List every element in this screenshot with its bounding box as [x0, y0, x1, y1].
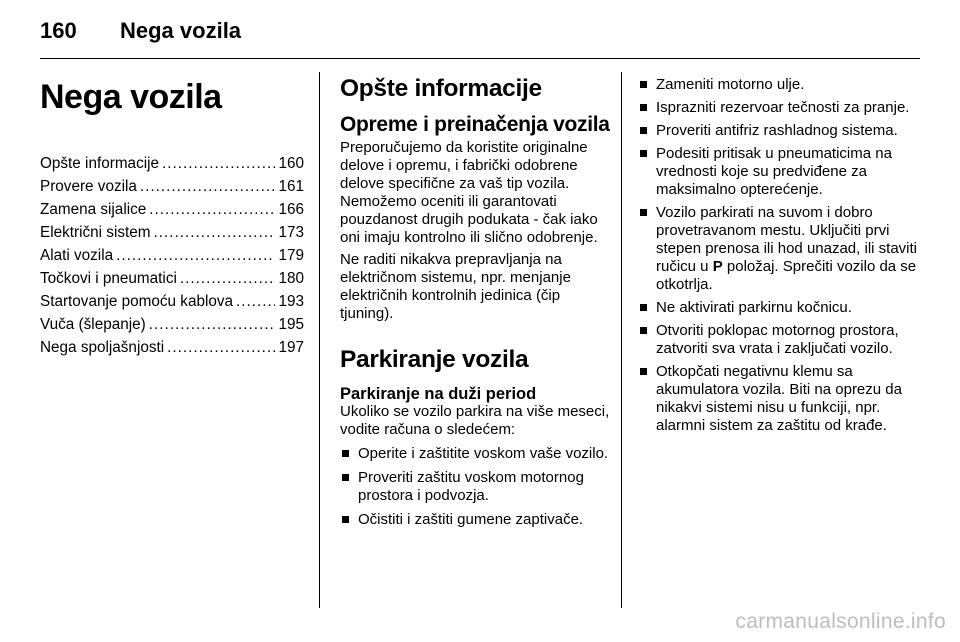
list-item: [340, 511, 610, 529]
page-header: [40, 14, 920, 50]
toc-leader: [162, 152, 275, 175]
toc-page: 193: [278, 293, 304, 310]
list-item-text: Isprazniti rezervoar tečnosti za pranje.: [656, 99, 910, 116]
parking-section: [340, 345, 610, 529]
toc-label: Električni sistem: [40, 224, 151, 241]
bullet-icon: [342, 450, 349, 457]
list-item-text: Ne aktivirati parkirnu kočnicu.: [656, 299, 852, 316]
bullet-icon: [640, 209, 647, 216]
toc-entry[interactable]: [40, 336, 304, 359]
toc-label: Točkovi i pneumatici: [40, 270, 177, 287]
bullet-icon: [640, 150, 647, 157]
list-item-text: Operite i zaštitite voskom vaše vozilo.: [358, 445, 609, 462]
list-item: [638, 76, 928, 94]
table-of-contents: [40, 152, 304, 359]
content-column-right: [638, 76, 928, 440]
bullet-icon: [342, 474, 349, 481]
text-run: Vozilo parkirati na suvom i dobro provetravanom mestu. Uključiti prvi stepen prenosa ili hod unazad, ili staviti ručicu u: [656, 204, 917, 275]
list-item-text: Podesiti pritisak u pneumaticima na vrednosti koje su predviđene za maksimalno opterećenje.: [656, 145, 892, 198]
bullet-icon: [640, 327, 647, 334]
toc-leader: [149, 313, 276, 336]
toc-page: 180: [278, 270, 304, 287]
toc-leader: [140, 175, 276, 198]
paragraph: Preporučujemo da koristite originalne delove i opremu, i fabrički odobrene delove specifične za vaš tip vozila. Nemožemo oceniti ili garantovati pouzdanost drugih podukata - čak iako oni imaju kontrolno ili slično odobrenje.: [340, 139, 598, 246]
list-item: [638, 99, 928, 117]
list-item-text: Otvoriti poklopac motornog prostora, zatvoriti sva vrata i zaključati vozilo.: [656, 322, 899, 357]
header-title: Nega vozila: [120, 18, 242, 43]
toc-entry[interactable]: [40, 244, 304, 267]
list-item-text: Proveriti zaštitu voskom motornog prostora i podvozja.: [358, 469, 584, 504]
toc-page: 160: [278, 155, 304, 172]
header-divider: [40, 58, 920, 59]
bullet-icon: [640, 81, 647, 88]
toc-entry[interactable]: [40, 221, 304, 244]
bullet-icon: [640, 104, 647, 111]
list-item-text: [656, 204, 917, 293]
toc-label: Alati vozila: [40, 247, 114, 264]
toc-page: 166: [278, 201, 304, 218]
chapter-column: [40, 70, 304, 359]
toc-page: 173: [278, 224, 304, 241]
toc-page: 179: [278, 247, 304, 264]
bullet-icon: [640, 304, 647, 311]
toc-page: 195: [278, 316, 304, 333]
toc-entry[interactable]: [40, 198, 304, 221]
toc-leader: [236, 290, 275, 313]
toc-label: Opšte informacije: [40, 155, 160, 172]
bullet-icon: [640, 127, 647, 134]
toc-entry[interactable]: [40, 152, 304, 175]
toc-entry[interactable]: [40, 313, 304, 336]
toc-label: Nega spoljašnjosti: [40, 339, 165, 356]
list-item-text: Proveriti antifriz rashladnog sistema.: [656, 122, 898, 139]
toc-entry[interactable]: [40, 175, 304, 198]
toc-leader: [116, 244, 275, 267]
list-item-text: Očistiti i zaštiti gumene zaptivače.: [358, 511, 584, 528]
toc-page: 197: [278, 339, 304, 356]
list-item: [638, 363, 928, 435]
paragraph: Ne raditi nikakva prepravljanja na električnom sistemu, npr. menjanje električnih kontrolnih jedinica (čip tjuning).: [340, 251, 571, 322]
toc-label: Zamena sijalice: [40, 201, 147, 218]
gear-position-key: P: [712, 258, 723, 275]
column-divider: [319, 72, 320, 608]
section-title-parking: Parkiranje vozila: [340, 346, 529, 373]
toc-leader: [149, 198, 275, 221]
list-item: [638, 122, 928, 140]
list-item: [638, 145, 928, 199]
text-run: položaj. Sprečiti vozilo da se otkotrlja.: [656, 258, 917, 293]
toc-entry[interactable]: [40, 267, 304, 290]
bullet-icon: [342, 516, 349, 523]
toc-label: Vuča (šlepanje): [40, 316, 146, 333]
list-item: [638, 204, 928, 294]
toc-leader: [154, 221, 276, 244]
bullet-icon: [640, 368, 647, 375]
subsection-title-long-term: Parkiranje na duži period: [340, 385, 537, 403]
toc-entry[interactable]: [40, 290, 304, 313]
subsection-title-equipment: Opreme i preinačenja vozila: [340, 113, 610, 136]
list-item: [638, 322, 928, 358]
list-item: [340, 445, 610, 463]
list-item-text: Otkopčati negativnu klemu sa akumulatora vozila. Biti na oprezu da nikakvi sistemi nisu u funkciji, npr. alarmni sistem za zaštitu od krađe.: [656, 363, 902, 434]
list-item-text: Zameniti motorno ulje.: [656, 76, 805, 93]
toc-page: 161: [278, 178, 304, 195]
column-divider: [621, 72, 622, 608]
page-number: 160: [40, 18, 77, 43]
section-title-general: Opšte informacije: [340, 75, 542, 102]
toc-leader: [180, 267, 276, 290]
paragraph: Ukoliko se vozilo parkira na više meseci, vodite računa o sledećem:: [340, 403, 610, 438]
chapter-title: Nega vozila: [40, 78, 222, 116]
list-item: [340, 469, 610, 505]
bullet-list: [340, 445, 610, 529]
list-item: [638, 299, 928, 317]
watermark: carmanualsonline.info: [735, 610, 946, 633]
bullet-list: [638, 76, 928, 435]
toc-label: Provere vozila: [40, 178, 137, 195]
content-column-middle: [340, 74, 610, 535]
toc-leader: [167, 336, 275, 359]
toc-label: Startovanje pomoću kablova: [40, 293, 234, 310]
